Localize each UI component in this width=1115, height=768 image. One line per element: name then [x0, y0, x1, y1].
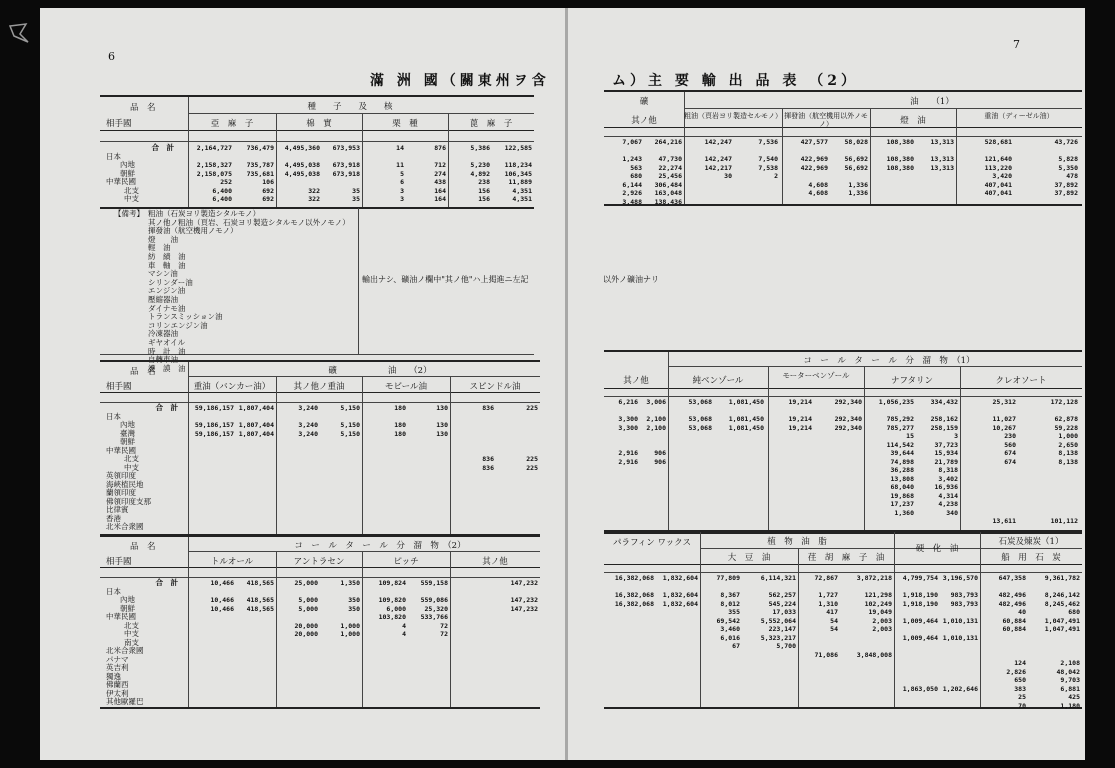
data-column: 836 836 836 — [482, 404, 494, 472]
group-header: 植 物 油 脂 — [767, 537, 827, 547]
corner-country-label: 相手國 — [106, 119, 132, 129]
data-column: 427,577 422,969 422,969 4,608 4,608 — [800, 138, 828, 197]
row-label: 中華民國 — [106, 177, 136, 186]
note-lines: 粗油（石炭ヨリ製造シタルモノ） 其ノ他ノ粗油（頁岩、石炭ヨリ製造シタルモノ以外ノモノ） 揮發油（航空機用ノモノ） 燈 油 輕 油 紡 績 油 車 軸 油 マシン油 シリンダー油 エンジン油 壓縮器油 ダイナモ油 トランスミッション油 コリンエンジン油 冷凍器油 ギヤオイル 時 計 油 自轉車油 護 謨 油 — [148, 209, 350, 373]
row-label: 朝鮮 — [120, 168, 135, 178]
col-header: 荏 胡 麻 子 油 — [807, 553, 885, 563]
page-title-left: 滿 洲 國（關東州ヲ含 — [370, 73, 550, 89]
row-label: 中支 — [124, 629, 139, 638]
col-header: 重油（バンカー油） — [193, 382, 271, 392]
group-header: コ ー ル タ ー ル 分 溜 物 （2） — [294, 541, 466, 551]
corner-item-label: 品 名 — [130, 542, 156, 552]
corner-item-label: 品 名 — [130, 367, 156, 377]
row-label: 獨逸 — [106, 671, 121, 681]
row-label: 合 計 — [151, 143, 174, 152]
row-label: パナマ — [106, 654, 129, 664]
row-label: 北支 — [124, 454, 139, 463]
data-column: 72,867 1,727 1,310 417 54 54 71,086 — [814, 574, 838, 659]
data-column: 1,807,404 1,807,404 1,807,404 — [238, 404, 274, 438]
coal-tar-table-2 — [100, 535, 540, 709]
data-column: 58,028 56,692 56,692 1,336 1,336 — [844, 138, 868, 197]
mineral-oil-table-1 — [604, 90, 1082, 206]
col-header: 其ノ他ノ重油 — [293, 382, 345, 392]
col-header: 蓖 麻 子 — [469, 119, 513, 129]
data-column: 9,361,782 8,246,142 8,245,462 680 1,047,491 1,047,491 2,108 48,042 9,703 6,881 425 1,180 — [1044, 574, 1080, 710]
col-header: アントラセン — [293, 557, 345, 567]
data-column: 25,000 5,000 5,000 20,000 20,000 — [294, 579, 318, 638]
data-column: 14 11 5 6 3 3 — [396, 144, 404, 203]
data-column: 13,313 13,313 13,313 — [930, 138, 954, 172]
row-label: 內地 — [120, 595, 135, 604]
data-column: 122,585 118,234 106,345 11,889 4,351 4,351 — [504, 144, 532, 203]
row-labels — [106, 404, 190, 532]
data-column: 43,726 5,828 5,350 478 37,892 37,892 — [1054, 138, 1078, 197]
page-number-right: 7 — [1013, 38, 1020, 51]
row-label: 合 計 — [155, 403, 178, 412]
data-column: 147,232 147,232 147,232 — [510, 579, 538, 613]
data-column: 3,240 3,240 3,240 — [298, 404, 318, 438]
data-column: 6,114,321 562,257 545,224 17,033 5,552,064 223,147 5,323,217 5,700 — [760, 574, 796, 650]
col-header: 粗油（頁岩ヨリ製造セルモノ） — [684, 112, 782, 120]
data-column: 19,214 19,214 19,214 — [788, 398, 812, 432]
col-header: 燈 油 — [900, 116, 926, 126]
col-header: 亞 麻 子 — [210, 119, 254, 129]
data-column: 292,340 292,340 292,340 — [834, 398, 862, 432]
data-column: 647,358 482,496 482,496 40 60,884 60,884 124 2,826 650 383 25 70 — [998, 574, 1026, 710]
data-column: 3,196,570 983,793 983,793 1,010,131 1,010,131 1,202,646 — [942, 574, 978, 693]
mineral-oil-table-2 — [100, 360, 540, 536]
col-header: モーターベンゾール — [782, 371, 850, 380]
data-column: 528,681 121,640 113,220 3,420 407,041 407,041 — [984, 138, 1012, 197]
data-column: 10,466 10,466 10,466 — [210, 579, 234, 613]
note-continuation: 以外ノ礦油ナリ — [603, 275, 659, 284]
data-column: 142,247 142,247 142,217 30 — [704, 138, 732, 180]
row-label: 內地 — [120, 160, 135, 169]
data-column: 3,872,218 121,298 102,249 19,049 2,003 2,003 3,848,008 — [856, 574, 892, 659]
data-column: 172,128 62,878 59,228 1,000 2,650 8,138 8,138 101,112 — [1050, 398, 1078, 525]
data-column: 108,380 108,380 108,380 — [886, 138, 914, 172]
group-header-a: 礦 — [639, 97, 649, 107]
col-header: 揮發油（航空機用以外ノモノ） — [784, 112, 868, 128]
group-header-b: 油 （1） — [910, 97, 954, 107]
data-column: 264,216 47,730 22,274 25,456 306,484 163,048 138,436 — [654, 138, 682, 206]
row-label: 伊太利 — [106, 688, 129, 698]
row-label: 日本 — [106, 151, 121, 161]
data-column: 418,565 418,565 418,565 — [246, 579, 274, 613]
col-header: 棉 實 — [306, 119, 332, 129]
col-header: 純ベンゾール — [692, 376, 744, 386]
group-header: 礦 油 （2） — [328, 366, 432, 376]
row-label: 北支 — [124, 185, 139, 195]
row-label: 臺灣 — [120, 428, 135, 438]
note-label: 【備考】 — [114, 209, 144, 218]
page-number-left: 6 — [108, 50, 115, 63]
group-header: 種 子 及 核 — [307, 102, 393, 112]
data-column: 4,495,360 4,495,038 4,495,038 322 322 — [284, 144, 320, 203]
data-column: 1,350 350 350 1,000 1,000 — [340, 579, 360, 638]
row-label: 中支 — [124, 194, 139, 203]
row-label: 中支 — [124, 462, 139, 472]
data-column: 559,158 559,086 25,320 533,766 72 72 — [420, 579, 448, 638]
row-label: 比律賓 — [106, 505, 129, 514]
corner-country-label: 相手國 — [106, 557, 132, 567]
paraffin-vegetable-oil-coal-table — [604, 530, 1082, 709]
row-label: 英領印度 — [106, 471, 136, 480]
data-column: 5,386 5,230 4,892 238 156 156 — [470, 144, 490, 203]
data-column: 736,479 735,787 735,681 106 692 692 — [246, 144, 274, 203]
row-label: 英吉利 — [106, 663, 129, 672]
col-header: トルオール — [210, 557, 254, 567]
col-header: 其ノ他 — [482, 557, 508, 567]
data-column: 1,081,450 1,081,450 1,081,450 — [728, 398, 764, 432]
row-label: 香港 — [106, 513, 121, 523]
data-column: 1,832,604 1,832,604 1,832,604 — [662, 574, 698, 608]
col-header: 其ノ他 — [631, 116, 657, 126]
data-column: 2,164,727 2,158,327 2,158,075 252 6,400 6,400 — [196, 144, 232, 203]
col-header: スピンドル油 — [469, 382, 521, 392]
seeds-table — [100, 95, 534, 209]
group-header: 硬 化 油 — [915, 544, 959, 554]
col-header: パラフィン ワックス — [612, 538, 691, 548]
col-header: クレオソート — [995, 376, 1047, 386]
data-column: 130 130 130 — [436, 404, 448, 438]
row-label: 北米合衆國 — [106, 646, 144, 655]
data-column: 53,068 53,068 53,068 — [688, 398, 712, 432]
data-column: 7,067 1,243 563 680 6,144 2,926 3,488 — [622, 138, 642, 206]
row-label: 內地 — [120, 420, 135, 429]
data-column: 4,799,754 1,918,190 1,918,190 1,009,464 1,009,464 1,863,050 — [902, 574, 938, 693]
row-label: 中華民國 — [106, 445, 136, 455]
data-column: 16,382,068 16,382,068 16,382,068 — [614, 574, 654, 608]
row-label: 朝鮮 — [120, 437, 135, 446]
row-labels — [106, 144, 186, 204]
data-column: 6,216 3,300 3,300 2,916 2,916 — [618, 398, 638, 466]
row-label: 日本 — [106, 411, 121, 421]
corner-mark-icon — [8, 22, 30, 44]
data-column: 109,824 109,820 6,000 103,820 4 4 — [378, 579, 406, 638]
col-header: モビール油 — [385, 382, 427, 392]
row-label: 蘭領印度 — [106, 488, 136, 497]
data-column: 673,953 673,918 673,918 35 35 — [332, 144, 360, 203]
data-column: 334,432 258,162 258,159 3 37,723 15,934 21,789 8,318 3,402 16,936 4,314 4,238 340 — [930, 398, 958, 517]
col-header: 其ノ他 — [623, 376, 649, 386]
col-header: 重油（ディーゼル油） — [984, 112, 1054, 120]
coal-tar-table-1 — [604, 350, 1082, 534]
data-column: 25,312 11,027 10,267 230 560 674 674 13,611 — [992, 398, 1016, 525]
data-column: 77,809 8,367 8,012 355 69,542 3,460 6,016 67 — [716, 574, 740, 650]
row-label: 佛領印度支那 — [106, 496, 151, 506]
row-label: 朝鮮 — [120, 603, 135, 613]
row-label: 南支 — [124, 637, 139, 647]
data-column: 3,006 2,100 2,100 906 906 — [646, 398, 666, 466]
data-column: 59,186,157 59,186,157 59,186,157 — [194, 404, 234, 438]
row-label: 合 計 — [155, 578, 178, 587]
data-column: 180 180 180 — [394, 404, 406, 438]
note-summary: 輸出ナシ、礦油ノ欄中"其ノ他"ハ上掲進ニ左記 — [362, 275, 529, 284]
row-label: 海峽植民地 — [106, 479, 144, 489]
data-column: 225 225 225 — [526, 404, 538, 472]
row-label: 北米合衆國 — [106, 522, 144, 531]
corner-item-label: 品 名 — [130, 103, 156, 113]
corner-country-label: 相手國 — [106, 382, 132, 392]
book-gutter — [565, 8, 568, 760]
row-labels — [106, 579, 190, 707]
data-column: 1,056,235 785,292 785,277 15 114,542 39,644 74,898 36,288 13,808 68,040 19,868 17,237 1,360 — [878, 398, 914, 517]
page-title-right: ム）主 要 輸 出 品 表 （2） — [612, 73, 859, 89]
group-header: コ ー ル タ ー ル 分 溜 物 （1） — [803, 356, 975, 366]
row-label: 中華民國 — [106, 612, 136, 621]
data-column: 7,536 7,540 7,538 2 — [758, 138, 778, 180]
row-label: 佛蘭西 — [106, 680, 129, 689]
row-label: 北支 — [124, 620, 139, 630]
data-column: 876 712 274 438 164 164 — [434, 144, 446, 203]
col-header: ナフタリン — [891, 376, 933, 386]
col-header: 大 豆 油 — [727, 553, 771, 563]
col-header: ピッチ — [393, 557, 419, 567]
row-label: 日本 — [106, 586, 121, 596]
group-header: 石炭及煉炭（1） — [998, 537, 1064, 547]
data-column: 5,150 5,150 5,150 — [340, 404, 360, 438]
row-label: 其他歐羅巴 — [106, 697, 144, 706]
col-header: 栗 種 — [392, 119, 418, 129]
col-header: 船 用 石 炭 — [1001, 553, 1061, 563]
